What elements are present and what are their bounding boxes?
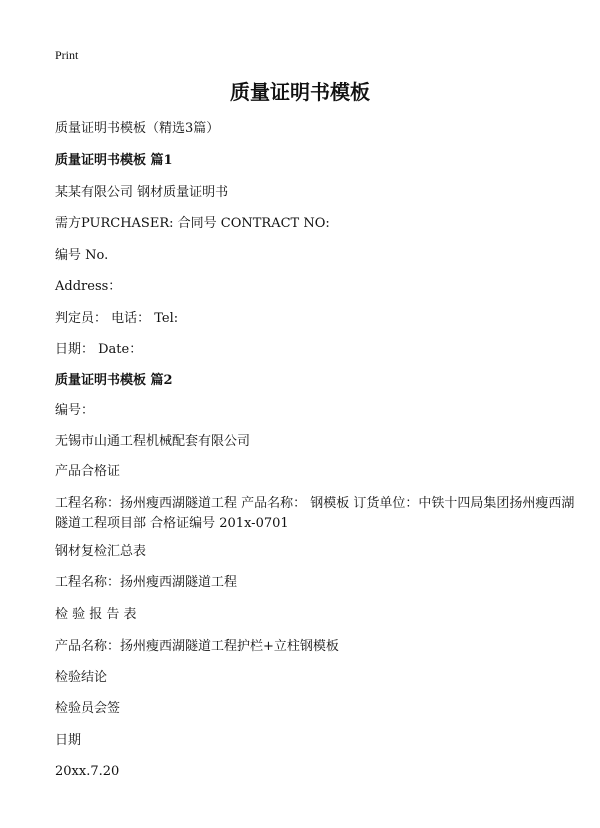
section-heading-1: 质量证明书模板 篇1 (55, 153, 173, 168)
inspector-phone-line: 判定员： 电话： Tel: (55, 311, 179, 326)
purchaser-contract-line: 需方PURCHASER: 合同号 CONTRACT NO: (55, 216, 330, 231)
steel-recheck-line: 钢材复检汇总表 (55, 544, 147, 559)
address-line: Address： (55, 279, 122, 294)
subtitle-line: 质量证明书模板（精选3篇） (55, 121, 220, 136)
project-details-paragraph: 工程名称：扬州瘦西湖隧道工程 产品名称： 钢模板 订货单位：中铁十四局集团扬州瘦西湖隧道工程项目部 合格证编号 201x-0701 (55, 496, 575, 531)
number-line-2: 编号： (55, 403, 95, 418)
number-line: 编号 No. (55, 248, 109, 263)
date-value-line: 20xx.7.20 (55, 764, 120, 779)
inspector-signoff-line: 检验员会签 (55, 701, 121, 716)
company-name-line: 无锡市山通工程机械配套有限公司 (55, 434, 251, 449)
product-name-line: 产品名称：扬州瘦西湖隧道工程护栏+立柱钢模板 (55, 639, 339, 654)
product-cert-line: 产品合格证 (55, 464, 121, 479)
date-label-line: 日期 (55, 733, 82, 748)
section-heading-2: 质量证明书模板 篇2 (55, 373, 173, 388)
project-name-line: 工程名称：扬州瘦西湖隧道工程 (55, 575, 238, 590)
inspection-report-line: 检 验 报 告 表 (55, 607, 137, 622)
print-label[interactable]: Print (55, 48, 79, 62)
document-title: 质量证明书模板 (230, 80, 370, 104)
date-line: 日期： Date： (55, 342, 143, 357)
company-cert-line: 某某有限公司 钢材质量证明书 (55, 185, 229, 200)
inspection-conclusion-line: 检验结论 (55, 670, 108, 685)
